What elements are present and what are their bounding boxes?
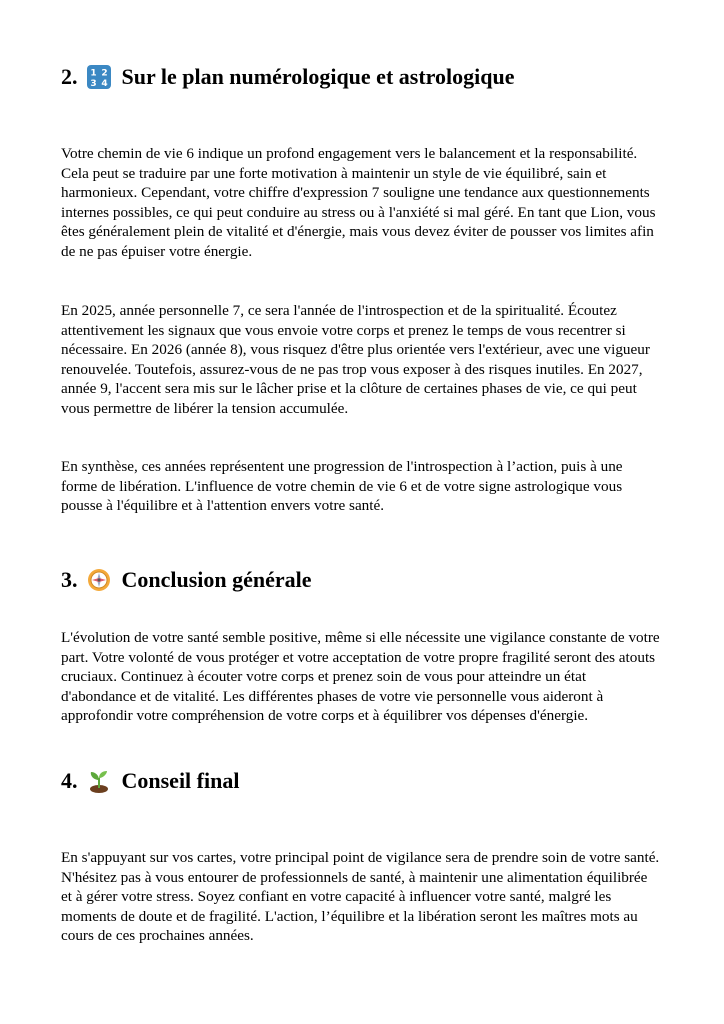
section-final-advice — [61, 768, 661, 945]
paragraph: En 2025, année personnelle 7, ce sera l'année de l'introspection et de la spiritualité. Écoutez attentivement les signaux que vous envoie votre corps et prenez le temps de vous recentrer si nécessaire. En 2026 (année 8), vous risquez d'être plus orientée vers l'extérieur, avec une vigueur renouvelée. Toutefois, assurez-vous de ne pas trop vous exposer à des risques inutiles. En 2027, année 9, l'accent sera mis sur le lâcher prise et la clôture de certaines phases de vie, ce qui peut vous permettre de libérer la tension accumulée. — [61, 302, 650, 417]
paragraph: En synthèse, ces années représentent une progression de l'introspection à l’action, puis à une forme de libération. L'influence de votre chemin de vie 6 et de votre signe astrologique vous pousse à l'équilibre et à l'attention envers votre santé. — [61, 458, 623, 515]
section-number: 4. — [61, 768, 78, 793]
compass-icon — [86, 567, 112, 593]
section-numerology — [61, 64, 661, 515]
paragraph: Votre chemin de vie 6 indique un profond engagement vers le balancement et la responsabilité. Cela peut se traduire par une forte motivation à maintenir un style de vie équilibré, sain et harmonieux. Cependant, votre chiffre d'expression 7 souligne une tendance aux questionnements internes possibles, ce qui peut conduire au stress ou à l'anxiété si mal géré. En tant que Lion, vous êtes généralement plein de vitalité et d'énergie, mais vous devez éviter de pousser vos limites afin de ne pas épuiser votre énergie. — [61, 145, 656, 260]
paragraph: L'évolution de votre santé semble positive, même si elle nécessite une vigilance constante de votre part. Votre volonté de vous protéger et votre acceptation de votre propre fragilité seront des atouts cruciaux. Continuez à écouter votre corps et prenez soin de vous pour atteindre un état d'abondance et de vitalité. Les différentes phases de votre vie personnelle vous aideront à approfondir votre compréhension de votre corps et à équilibrer vos dépenses d'énergie. — [61, 629, 660, 725]
section-heading — [61, 64, 661, 90]
section-heading — [61, 567, 661, 593]
svg-text:2: 2 — [100, 68, 108, 79]
numbers-keycap-icon — [86, 64, 112, 90]
section-title: Sur le plan numérologique et astrologique — [121, 64, 515, 89]
section-title: Conseil final — [121, 768, 240, 793]
svg-text:1: 1 — [89, 68, 97, 79]
seedling-icon — [86, 768, 112, 794]
section-title: Conclusion générale — [121, 567, 312, 592]
section-conclusion — [61, 567, 661, 725]
section-heading — [61, 768, 661, 794]
svg-text:4: 4 — [100, 79, 108, 89]
svg-text:3: 3 — [89, 79, 97, 89]
section-number: 3. — [61, 567, 78, 592]
paragraph: En s'appuyant sur vos cartes, votre principal point de vigilance sera de prendre soin de votre santé. N'hésitez pas à vous entourer de professionnels de santé, à maintenir une alimentation équilibrée et à gérer votre stress. Soyez confiant en votre capacité à influencer votre santé, malgré les moments de doute et de fragilité. L'action, l’équilibre et la libération seront les maîtres mots au cours de ces prochaines années. — [61, 849, 660, 945]
section-number: 2. — [61, 64, 78, 89]
